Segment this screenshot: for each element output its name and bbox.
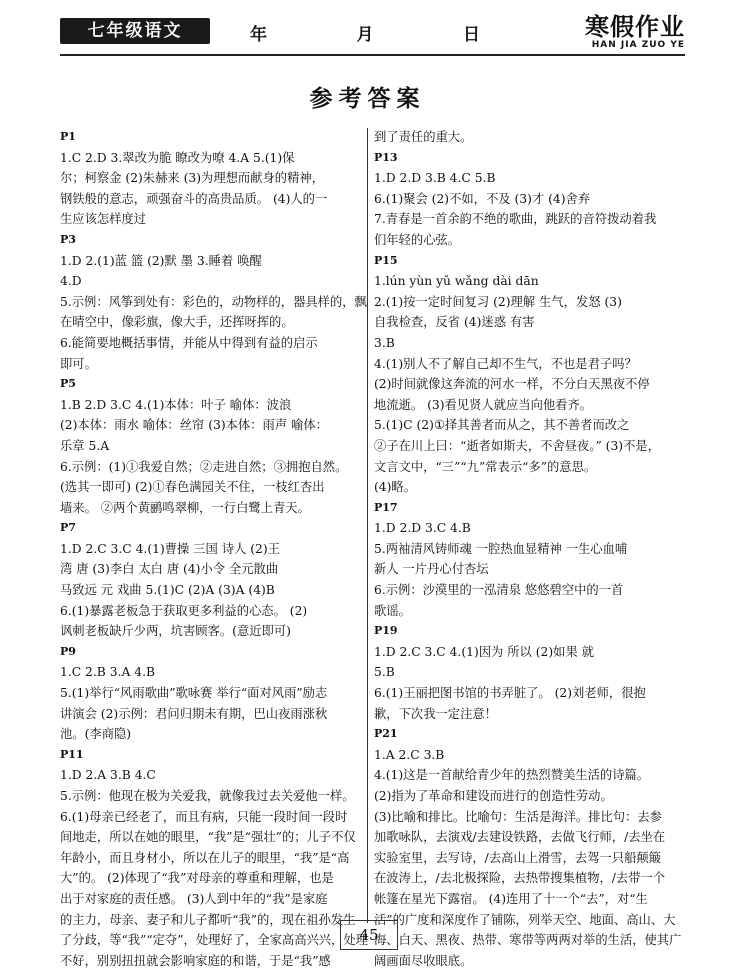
page-reference: P11 [60,747,84,761]
answer-line: 即可。 [60,356,97,371]
page-reference: P15 [374,253,398,267]
page-reference: P13 [374,150,398,164]
answer-line: 5.示例：他现在极为关爱我，就像我过去关爱他一样。 [60,789,355,803]
answer-line: (3)比喻和排比。比喻句：生活是海洋。排比句：去参 [374,809,662,824]
answer-line: 6.(1)暴露老板急于获取更多利益的心态。 (2) [60,603,308,618]
answer-column-right [374,127,682,971]
answer-line: 加歌咏队，去演戏/去建设铁路，去做飞行师，/去坐在 [374,830,666,845]
brand-subtitle: HAN JIA ZUO YE [591,40,685,50]
answer-line: 1.lún yùn yǔ wǎng dài dān [374,274,539,289]
answer-line: 帐篷在星光下露宿。 (4)连用了十一个“去”，对“生 [374,891,648,906]
answer-line: 3.B [374,335,395,350]
answer-line: 尔；柯察金 (2)朱赫来 (3)为理想而献身的精神， [60,171,324,186]
answer-line: 在波涛上，/去北极探险，去热带搜集植物，/去带一个 [374,871,666,886]
answer-line: 到了责任的重大。 [374,130,473,144]
answer-line: 了分歧，等“我”“定夺”，处理好了，全家高高兴兴，处理 [60,933,368,948]
answer-line: 不好，别别扭扭就会影响家庭的和谐，于是“我”感 [60,953,331,968]
answer-line: 4.(1)别人不了解自己却不生气，不也是君子吗？ [374,356,637,371]
answer-line: 墙来。 ②两个黄鹂鸣翠柳，一行白鹭上青天。 [60,500,310,515]
answer-line: 4.D [60,274,82,289]
answer-line: 1.D 2.A 3.B 4.C [60,768,156,783]
answer-line: 的主力，母亲、妻子和儿子都听“我”的，现在祖孙发生 [60,912,356,927]
answer-line: 5.B [374,665,395,680]
brand-title: 寒假作业 [585,13,685,41]
answer-line: 文言文中，“三”“九”常表示“多”的意思。 [374,459,597,474]
answer-line: 1.A 2.C 3.B [374,747,445,762]
page-reference: P7 [60,521,76,535]
answer-line: 1.D 2.D 3.B 4.C 5.B [374,171,496,186]
page-reference: P19 [374,624,398,638]
answer-line: 湾 唐 (3)李白 太白 唐 (4)小令 全元散曲 [60,562,279,577]
answer-line: 6.(1)母亲已经老了，而且有病，只能一段时间一段时 [60,809,348,824]
answer-line: (选其一即可) (2)①春色满园关不住，一枝红杏出 [60,480,325,495]
answer-line: 5.(1)C (2)①择其善者而从之，其不善者而改之 [374,418,630,433]
answer-line: 1.B 2.D 3.C 4.(1)本体：叶子 喻体：波浪 [60,397,292,412]
answer-line: 4.(1)这是一首献给青少年的热烈赞美生活的诗篇。 [374,768,650,783]
answer-line: 讲演会 (2)示例：君问归期未有期，巴山夜雨涨秋 [60,706,328,721]
answer-line: 6.(1)聚会 (2)不如，不及 (3)才 (4)舍弃 [374,191,591,206]
answer-line: 1.D 2.D 3.C 4.B [374,521,471,536]
answer-line: 1.D 2.C 3.C 4.(1)因为 所以 (2)如果 就 [374,644,594,659]
answer-line: 地流逝。 (3)看见贤人就应当向他看齐。 [374,397,593,412]
answer-line: 1.D 2.(1)蓝 篮 (2)默 墨 3.睡着 唤醒 [60,253,262,268]
answer-line: 6.(1)王丽把图书馆的书弄脏了。 (2)刘老师，很抱 [374,686,646,701]
answer-line: 钢铁般的意志，顽强奋斗的高贵品质。 (4)人的一 [60,191,328,206]
answer-line: 生应该怎样度过 [60,212,147,227]
answer-line: 1.C 2.D 3.翠改为脆 瞭改为嘹 4.A 5.(1)保 [60,150,295,165]
answer-line: 海、白天、黑夜、热带、寒带等两两对举的生活，使其广 [374,933,682,948]
answer-line: 在晴空中，像彩旗，像大手，还挥呀挥的。 [60,315,294,330]
page-reference: P5 [60,377,76,391]
date-month: 月 [356,25,374,45]
date-year: 年 [250,25,267,45]
answer-line: 实验室里，去写诗，/去高山上滑雪，去驾一只船颠簸 [374,850,661,865]
page-reference: P1 [60,130,76,143]
brand [585,14,685,50]
answer-line: 2.(1)按一定时间复习 (2)理解 生气，发怒 (3) [374,294,622,309]
answer-line: 池。(李商隐) [60,727,132,742]
answer-line: 讽刺老板缺斤少两，坑害顾客。(意近即可) [60,624,291,639]
answer-line: 1.D 2.C 3.C 4.(1)曹操 三国 诗人 (2)王 [60,541,280,556]
grade-badge: 七年级语文 [60,18,210,44]
answer-line: (2)本体：雨水 喻体：丝帘 (3)本体：雨声 喻体： [60,418,328,433]
answer-line: ②子在川上曰：“逝者如斯夫，不舍昼夜。” (3)不是， [374,438,660,453]
answer-line: 6.能简要地概括事情，并能从中得到有益的启示 [60,335,318,350]
answer-line: 歉，下次我一定注意！ [374,706,497,721]
answer-line: 歌谣。 [374,603,411,618]
answer-line: (2)指为了革命和建设而进行的创造性劳动。 [374,789,613,803]
answer-line: 5.两袖清风铸师魂 一腔热血显精神 一生心血哺 [374,541,628,556]
answer-line: (4)略。 [374,480,417,495]
answer-line: 们年轻的心弦。 [374,232,461,247]
page-reference: P21 [374,727,398,741]
answer-line: 5.(1)举行“风雨歌曲”歌咏赛 举行“面对风雨”励志 [60,686,328,701]
answer-line: 大”的。 (2)体现了“我”对母亲的尊重和理解，也是 [60,871,334,886]
answer-line: 活”的广度和深度作了铺陈，列举天空、地面、高山、大 [374,912,676,927]
answer-line: 7.青春是一首余韵不绝的歌曲，跳跃的音符拨动着我 [374,212,657,227]
column-divider [367,128,368,923]
answer-line: 阔画面尽收眼底。 [374,953,473,968]
answer-line: (2)时间就像这奔流的河水一样，不分白天黑夜不停 [374,377,650,392]
answer-line: 乐章 5.A [60,438,110,453]
answer-line: 年龄小，而且身材小，所以在儿子的眼里，“我”是“高 [60,850,350,865]
answer-line: 出于对家庭的责任感。 (3)人到中年的“我”是家庭 [60,891,328,906]
page-number: 45 [340,920,398,950]
answer-line: 马致远 元 戏曲 5.(1)C (2)A (3)A (4)B [60,583,275,598]
answer-line: 新人 一片丹心付杏坛 [374,562,489,577]
date-day: 日 [463,25,480,45]
header-divider [60,54,685,56]
page-reference: P3 [60,232,76,246]
answer-line: 6.示例：沙漠里的一泓清泉 悠悠碧空中的一首 [374,583,624,598]
answer-line: 间地走，所以在她的眼里，“我”是“强壮”的；儿子不仅 [60,830,356,845]
page-reference: P17 [374,500,398,514]
answer-line: 1.C 2.B 3.A 4.B [60,665,156,680]
answer-line: 5.示例：风筝到处有：彩色的，动物样的，器具样的，飘 [60,294,367,309]
date-line [250,20,480,45]
answer-line: 6.示例：(1)①我爱自然；②走进自然；③拥抱自然。 [60,459,348,474]
page-reference: P9 [60,644,76,658]
page-header [60,14,685,54]
answer-column-left [60,127,368,971]
answer-line: 自我检查，反省 (4)迷惑 有害 [374,315,535,330]
page-title: 参考答案 [309,85,426,112]
